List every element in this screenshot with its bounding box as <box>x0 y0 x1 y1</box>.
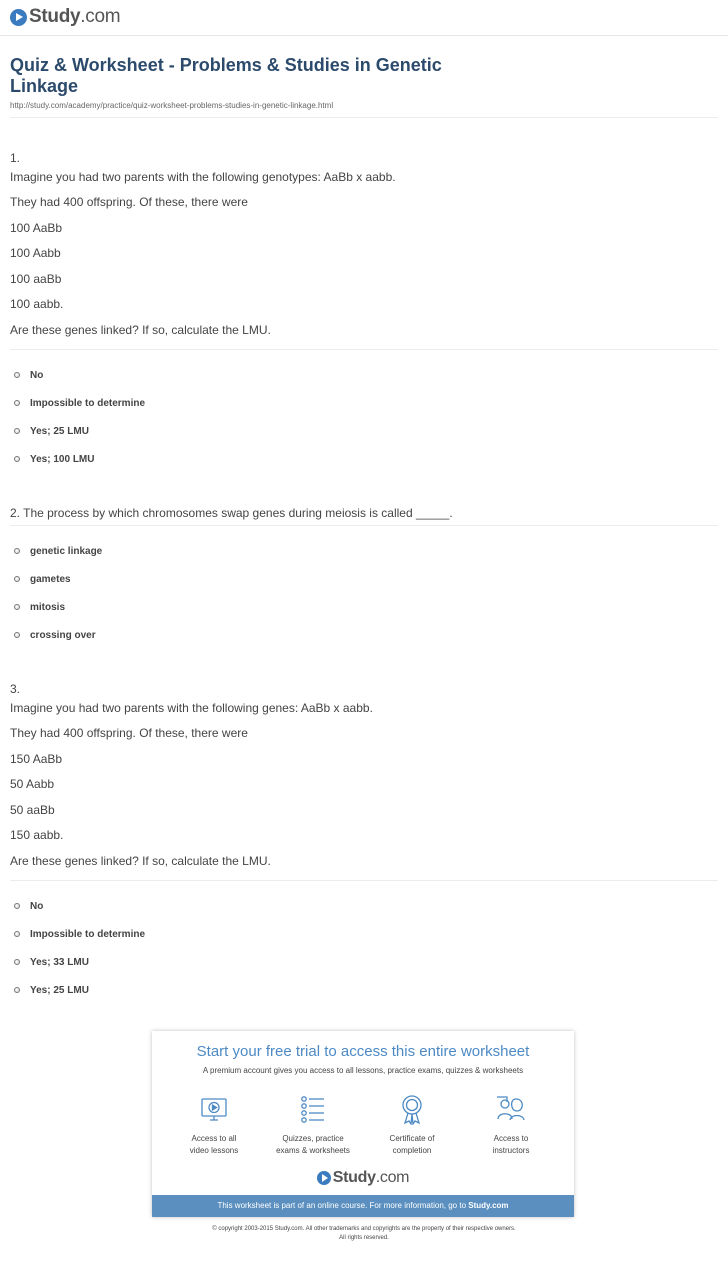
option-label: Impossible to determine <box>30 928 146 940</box>
question-line: Are these genes linked? If so, calculate the LMU. <box>10 853 271 868</box>
question-line: They had 400 offspring. Of these, there were <box>10 726 248 740</box>
promo-study-logo[interactable] <box>152 1169 574 1187</box>
answer-option[interactable] <box>14 920 145 948</box>
option-label: Impossible to determine <box>30 397 146 409</box>
question-3 <box>10 682 718 879</box>
radio-button[interactable] <box>14 576 20 582</box>
instructors-icon <box>495 1093 527 1125</box>
radio-button[interactable] <box>14 903 20 909</box>
free-trial-promo <box>152 1031 574 1217</box>
question-divider <box>10 880 718 881</box>
radio-button[interactable] <box>14 931 20 937</box>
radio-button[interactable] <box>14 632 20 638</box>
logo-suffix: .com <box>375 1169 410 1186</box>
question-1 <box>10 151 718 348</box>
promo-subheading: A premium account gives you access to all lessons, practice exams, quizzes & worksheets <box>202 1066 524 1075</box>
question-line: 2. The process by which chromosomes swap genes during meiosis is called _____. <box>10 506 453 520</box>
radio-button[interactable] <box>14 987 20 993</box>
page-title: Quiz & Worksheet - Problems & Studies in Genetic Linkage <box>10 55 442 96</box>
feature-label: exams & worksheets <box>276 1146 350 1155</box>
answer-options-3 <box>14 892 145 1004</box>
promo-bar-text: This worksheet is part of an online course. For more information, go to <box>217 1201 469 1210</box>
feature-label: video lessons <box>189 1146 239 1155</box>
question-line: 3. <box>10 682 21 696</box>
question-line: 50 aaBb <box>10 802 55 817</box>
feature-label: Access to all <box>191 1134 237 1143</box>
question-line: They had 400 offspring. Of these, there were <box>10 195 248 209</box>
header-divider <box>0 35 728 36</box>
option-label: Yes; 25 LMU <box>30 425 89 437</box>
question-line: Are these genes linked? If so, calculate the LMU. <box>10 322 271 337</box>
option-label: Yes; 25 LMU <box>30 984 89 996</box>
answer-option[interactable] <box>14 361 145 389</box>
copyright-line: All rights reserved. <box>339 1235 389 1241</box>
promo-heading[interactable]: Start your free trial to access this entire worksheet <box>196 1043 530 1060</box>
feature-label: Certificate of <box>389 1134 435 1143</box>
radio-button[interactable] <box>14 456 20 462</box>
option-label: No <box>30 369 44 381</box>
question-line: 100 AaBb <box>10 220 63 235</box>
question-line: 150 AaBb <box>10 751 63 766</box>
logo-name: Study <box>29 6 81 27</box>
play-logo-icon <box>10 9 27 26</box>
answer-option[interactable] <box>14 976 145 1004</box>
feature-label: Access to <box>493 1134 529 1143</box>
question-line: Imagine you had two parents with the following genes: AaBb x aabb. <box>10 700 373 715</box>
answer-option[interactable] <box>14 892 145 920</box>
radio-button[interactable] <box>14 548 20 554</box>
question-divider <box>10 525 718 526</box>
radio-button[interactable] <box>14 428 20 434</box>
answer-option[interactable] <box>14 621 102 649</box>
answer-options-2 <box>14 537 102 649</box>
radio-button[interactable] <box>14 604 20 610</box>
option-label: genetic linkage <box>30 545 103 557</box>
feature-label: Quizzes, practice <box>282 1134 344 1143</box>
feature-certificate <box>367 1093 457 1157</box>
answer-option[interactable] <box>14 445 145 473</box>
answer-option[interactable] <box>14 537 102 565</box>
checklist-icon <box>297 1093 329 1125</box>
option-label: crossing over <box>30 629 96 641</box>
option-label: Yes; 33 LMU <box>30 956 89 968</box>
option-label: No <box>30 900 44 912</box>
page-url[interactable]: http://study.com/academy/practice/quiz-worksheet-problems-studies-in-genetic-linkage.html <box>10 101 334 110</box>
question-line: Imagine you had two parents with the following genotypes: AaBb x aabb. <box>10 169 396 184</box>
question-divider <box>10 349 718 350</box>
feature-instructors <box>466 1093 556 1157</box>
question-line: 100 Aabb <box>10 246 61 260</box>
promo-info-bar <box>152 1195 574 1217</box>
option-label: mitosis <box>30 601 66 613</box>
option-label: gametes <box>30 573 71 585</box>
radio-button[interactable] <box>14 372 20 378</box>
question-line: 1. <box>10 151 21 165</box>
answer-option[interactable] <box>14 565 102 593</box>
question-line: 150 aabb. <box>10 828 64 842</box>
title-divider <box>10 117 718 118</box>
copyright-line: © copyright 2003-2015 Study.com. All other trademarks and copyrights are the property of their respective owners. <box>212 1226 516 1232</box>
radio-button[interactable] <box>14 959 20 965</box>
feature-label: instructors <box>492 1146 530 1155</box>
logo-suffix: .com <box>80 6 121 27</box>
logo-name: Study <box>332 1169 376 1186</box>
question-line: 100 aaBb <box>10 271 62 286</box>
answer-options-1 <box>14 361 145 473</box>
answer-option[interactable] <box>14 389 145 417</box>
play-logo-icon <box>317 1171 331 1185</box>
question-line: 50 Aabb <box>10 777 55 791</box>
answer-option[interactable] <box>14 593 102 621</box>
feature-label: completion <box>392 1146 432 1155</box>
question-2 <box>10 506 718 532</box>
question-line: 100 aabb. <box>10 297 64 311</box>
certificate-icon <box>396 1093 428 1125</box>
option-label: Yes; 100 LMU <box>30 453 95 465</box>
answer-option[interactable] <box>14 417 145 445</box>
study-logo[interactable] <box>10 6 120 28</box>
feature-quizzes <box>268 1093 358 1157</box>
feature-video-lessons <box>169 1093 259 1157</box>
radio-button[interactable] <box>14 400 20 406</box>
copyright-notice <box>0 1225 728 1243</box>
answer-option[interactable] <box>14 948 145 976</box>
promo-bar-link[interactable]: Study.com <box>468 1201 509 1210</box>
video-icon <box>198 1093 230 1125</box>
